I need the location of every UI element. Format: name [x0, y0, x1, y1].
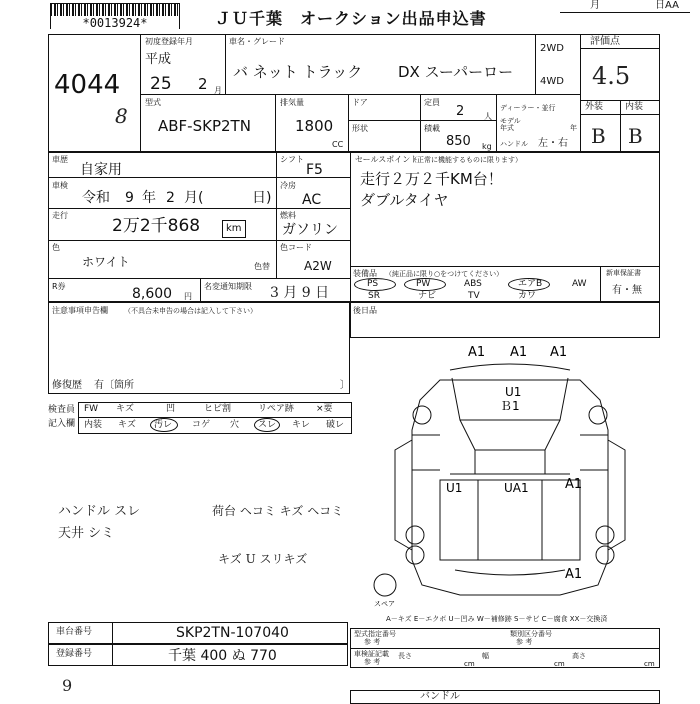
- load: 850: [446, 134, 471, 149]
- plate: 千葉 400 ぬ 770: [168, 648, 277, 664]
- check-fw-repair: リペア跡: [258, 404, 294, 414]
- check-int-cut: キレ: [292, 420, 310, 430]
- wheel-rear-left-2: [406, 546, 424, 564]
- check-int-burn: コゲ: [192, 420, 211, 430]
- check-fw-dent: 凹: [166, 404, 176, 414]
- handwritten-mark: 8: [115, 104, 128, 128]
- inspection-year-unit: 年: [142, 190, 156, 206]
- check-int-hole: 穴: [230, 420, 240, 430]
- capacity-unit: 人: [484, 112, 492, 121]
- bottom-handwritten: 9: [62, 676, 73, 695]
- interior-score: B: [628, 124, 643, 148]
- check-fw-need: ×要: [316, 404, 333, 414]
- history-label: 車歴: [52, 155, 68, 164]
- sales-point-note: （正常に機能するものに限ります）: [410, 156, 522, 164]
- diagram-mark-top-1: A1: [468, 345, 486, 360]
- equip-ps: PS: [367, 279, 379, 289]
- check-int-tear: 破レ: [326, 420, 345, 430]
- inspection-month-unit: 月(: [184, 190, 204, 206]
- wheel-rear-left-1: [406, 526, 424, 544]
- type-label: 型式: [145, 98, 161, 107]
- serial-barcode-box: [50, 3, 180, 29]
- era: 平成: [145, 52, 172, 67]
- model-year-label: モデル 年式: [500, 117, 521, 132]
- chassis-number: SKP2TN-107040: [176, 625, 289, 641]
- height-label: 高さ: [572, 652, 586, 660]
- wheel-rear-right-2: [596, 546, 614, 564]
- check-int-dirt: 汚レ: [154, 420, 173, 430]
- notes-label: 注意事項申告欄: [52, 306, 108, 315]
- sales-point-2: ダブルタイヤ: [360, 191, 449, 209]
- diagram-mark-top-3: A1: [550, 345, 568, 360]
- history: 自家用: [80, 162, 122, 178]
- equip-abs: ABS: [464, 279, 482, 289]
- shape-label: 形状: [352, 124, 368, 133]
- year-unit: 年: [570, 124, 577, 132]
- width-label: 幅: [482, 652, 489, 660]
- mileage: 2万2千868: [112, 216, 201, 236]
- equip-pw: PW: [416, 279, 431, 289]
- day-label: 日AA: [655, 0, 679, 11]
- chassis-label: 車台番号: [56, 627, 93, 637]
- diagram-mark-right: A1: [565, 477, 583, 492]
- sales-point-1: 走行２万２千KM台！: [360, 170, 503, 188]
- recycle-fee: 8,600: [132, 286, 173, 302]
- handwritten-note-4: キズ U スリキズ: [218, 552, 308, 566]
- drive-4wd: 4WD: [540, 76, 564, 87]
- aircon: AC: [302, 192, 322, 208]
- handle-label: ハンドル: [500, 140, 528, 148]
- exterior-score: B: [591, 124, 606, 148]
- diagram-mark-left: U1: [446, 481, 463, 495]
- entry-label: 記入欄: [48, 419, 76, 429]
- type-class-sub: 参 考: [516, 638, 533, 646]
- year: 25: [150, 74, 172, 94]
- interior-label: 内装: [625, 102, 644, 112]
- diagram-mark-roof-2: Ｂ1: [500, 399, 520, 413]
- equip-tv: TV: [468, 291, 480, 301]
- diagram-mark-rear-right: A1: [565, 567, 583, 582]
- notes-sub: （不具合未申告の場合は記入して下さい）: [124, 307, 257, 315]
- check-fw-crack: ヒビ割: [204, 404, 232, 414]
- handwritten-note-1: ハンドル スレ: [58, 504, 141, 519]
- color-code-label: 色コード: [280, 243, 312, 252]
- grade-label: 評価点: [590, 36, 620, 47]
- recycle-label: R券: [52, 282, 66, 291]
- repair-value: 有〔箇所: [94, 380, 134, 391]
- aircon-label: 冷房: [280, 181, 296, 190]
- month-unit: 月: [214, 86, 222, 95]
- length-label: 長さ: [398, 652, 412, 660]
- spare-label: スペア: [374, 600, 395, 608]
- inspection-era: 令和: [82, 190, 110, 206]
- capacity: 2: [456, 104, 465, 119]
- displacement-label: 排気量: [280, 98, 304, 107]
- later-items-label: 後日品: [353, 306, 377, 315]
- model-name: バ ネット トラック: [233, 63, 363, 81]
- handle-value: 左・右: [538, 138, 568, 149]
- dealer-label: ディーラー・並行: [500, 104, 556, 112]
- equipment-note: （純正品に限り○をつけてください）: [385, 270, 504, 278]
- length-cm: cm: [464, 660, 475, 668]
- handwritten-note-3: 荷台 ヘコミ キズ ヘコミ: [212, 504, 344, 518]
- serial-number: *0013924*: [51, 16, 179, 30]
- color-change-label: 色替: [254, 262, 270, 271]
- equipment-label: 装備品: [353, 269, 377, 278]
- repair-close: 〕: [340, 380, 350, 391]
- name-change-label: 名変通知期限: [204, 282, 252, 291]
- plate-label: 登録番号: [56, 649, 93, 659]
- score: 4.5: [592, 62, 631, 90]
- diagram-mark-roof-1: U1: [505, 385, 522, 399]
- model-label: 車名・グレード: [229, 37, 285, 46]
- new-car-warranty-label: 新車保証書: [606, 269, 641, 277]
- reg-year-label: 初度登録年月: [145, 37, 193, 46]
- drive-2wd: 2WD: [540, 43, 564, 54]
- dim-sub: 参 考: [364, 658, 381, 666]
- equip-leather: カワ: [518, 291, 537, 301]
- cert-label: 型式指定番号: [354, 630, 396, 638]
- equip-sr: SR: [368, 291, 380, 301]
- load-unit: kg: [482, 142, 492, 151]
- inspection-month: 2: [166, 190, 175, 206]
- wheel-rear-right-1: [596, 526, 614, 544]
- inspector-label: 検査員: [48, 405, 76, 415]
- check-int-scratch: キズ: [118, 420, 136, 430]
- month-label: 月: [590, 0, 600, 11]
- damage-legend: A－キズ E－エクボ U－凹み W－補修跡 S－サビ C－腐食 XX－交換済: [386, 615, 608, 623]
- inspection-year: 9: [125, 190, 134, 206]
- equip-aw: AW: [572, 279, 587, 289]
- later-items-box: [350, 302, 660, 338]
- vehicle-damage-diagram: [360, 340, 660, 610]
- grade: DX スーパーロー: [398, 63, 514, 81]
- spare-wheel: [374, 574, 396, 596]
- lot-number: 4044: [54, 70, 121, 100]
- bottom-text: バンドル: [420, 691, 460, 702]
- type-code: ABF-SKP2TN: [158, 117, 251, 135]
- form-title: ＪＵ千葉 オークション出品申込書: [215, 9, 487, 28]
- mileage-label: 走行: [52, 211, 68, 220]
- check-fw-scratch: キズ: [116, 404, 134, 414]
- color: ホワイト: [82, 255, 130, 269]
- color-label: 色: [52, 243, 60, 252]
- sales-point-label: セールスポイント: [355, 155, 419, 164]
- width-cm: cm: [554, 660, 565, 668]
- mileage-unit: km: [226, 223, 242, 234]
- diagram-mark-center: UA1: [504, 481, 529, 495]
- fuel: ガソリン: [282, 222, 338, 238]
- exterior-label: 外装: [585, 102, 604, 112]
- load-label: 積載: [424, 124, 440, 133]
- bottom-strip: [350, 690, 660, 704]
- diagram-mark-top-2: A1: [510, 345, 528, 360]
- inspection-label: 車検: [52, 181, 68, 190]
- repair-label: 修復歴: [52, 380, 82, 391]
- cc-label: CC: [332, 140, 344, 149]
- warranty-value: 有・無: [612, 285, 642, 296]
- dim-label: 車検証記載: [354, 650, 389, 658]
- check-int-rub: スレ: [258, 420, 277, 430]
- cert-sub: 参 考: [364, 638, 381, 646]
- equip-navi: ナビ: [418, 291, 437, 301]
- door-label: ドア: [352, 98, 368, 107]
- check-fw: FW: [84, 404, 99, 414]
- height-cm: cm: [644, 660, 655, 668]
- fuel-label: 燃料: [280, 211, 296, 220]
- shift-label: シフト: [280, 155, 304, 164]
- handwritten-note-2: 天井 シミ: [58, 526, 115, 541]
- color-code: A2W: [304, 259, 332, 273]
- yen-label: 円: [184, 292, 192, 301]
- name-change-date: 3 月 9 日: [270, 285, 330, 301]
- shift: F5: [306, 162, 323, 178]
- check-int: 内装: [84, 420, 103, 430]
- equip-airbag: エアB: [518, 279, 543, 289]
- capacity-label: 定員: [424, 98, 440, 107]
- inspection-day-unit: 日): [252, 190, 272, 206]
- type-class-label: 類別区分番号: [510, 630, 552, 638]
- month: 2: [198, 75, 208, 93]
- displacement: 1800: [295, 117, 334, 135]
